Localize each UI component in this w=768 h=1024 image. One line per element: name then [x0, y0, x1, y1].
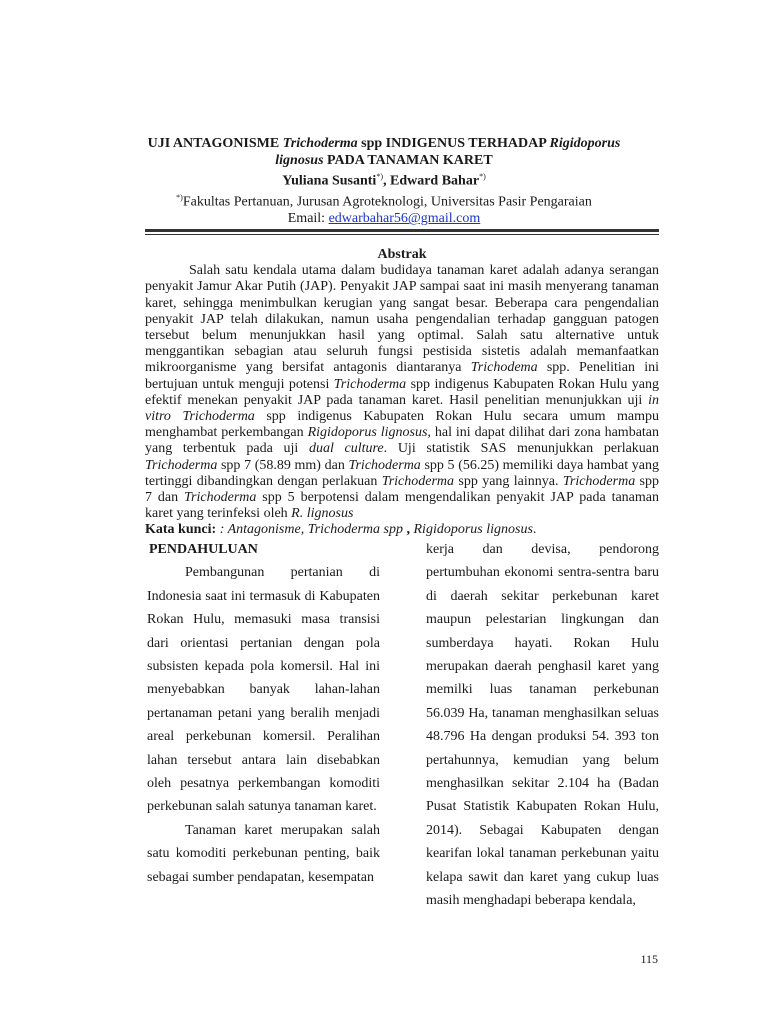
keywords-separator: ,: [406, 522, 414, 538]
paper-title: [100, 136, 668, 169]
abstract-text: spp 5 (56.25) memiliki daya hambat yang tertinggi dibandingkan dengan perlakuan: [145, 457, 659, 489]
paragraph: Pembangunan pertanian di Indonesia saat ini termasuk di Kabupaten Rokan Hulu, memasuki masa transisi dari orientasi pertanian dengan pola subsisten kepada pola komersil. Hal ini menyebabkan banyak lahan-lahan pertanaman petani yang beralih menjadi areal perkebunan komersil. Peralihan lahan tersebut antara lain disebabkan oleh pesatnya perkembangan komoditi perkebunan salah satunya tanaman karet.: [147, 565, 380, 815]
keywords-label: Kata kunci:: [145, 522, 220, 538]
paragraph: kerja dan devisa, pendorong pertumbuhan ekonomi sentra-sentra baru di daerah sekitar perkebunan karet maupun pelestarian lingkungan dan sumberdaya hayati. Rokan Hulu merupakan daerah penghasil karet yang memilki luas tanaman perkebunan 56.039 Ha, tanaman menghasilkan seluas 48.796 Ha dengan produksi 54. 393 ton pertahunnya, kemudian yang belum menghasilkan sekitar 2.104 ha (Badan Pusat Statistik Kabupaten Rokan Hulu, 2014). Sebagai Kabupaten dengan kearifan lokal tanaman perkebunan yaitu kelapa sawit dan karet yang cukup luas masih menghadapi beberapa kendala,: [426, 542, 659, 909]
title-italic: lignosus: [275, 152, 324, 168]
abstract-section: [145, 247, 659, 539]
title-italic: Rigidoporus: [549, 136, 621, 151]
keywords-text: Rigidoporus lignosus: [413, 522, 533, 538]
affiliation: [100, 190, 668, 211]
author-list: [100, 169, 668, 190]
abstract-italic: dual culture: [308, 441, 384, 457]
abstract-italic: in vitro Trichoderma: [145, 392, 659, 425]
email-link[interactable]: edwarbahar56@gmail.com: [328, 211, 481, 227]
abstract-italic: Trichoderma: [562, 473, 636, 489]
abstract-heading: Abstrak: [377, 247, 427, 262]
affiliation-mark: *): [176, 193, 183, 203]
keywords-end: .: [532, 522, 537, 538]
keywords-line: [145, 522, 659, 538]
title-text: UJI ANTAGONISME: [147, 136, 283, 151]
keywords-text: : Antagonisme, Trichoderma spp: [219, 522, 407, 538]
right-column: [426, 538, 659, 913]
author-mark: *): [376, 172, 383, 181]
paragraph: Tanaman karet merupakan salah satu komoditi perkebunan penting, baik sebagai sumber pendapatan, kesempatan: [147, 822, 380, 885]
title-italic: Trichoderma: [282, 136, 358, 151]
author-name: Edward Bahar: [389, 173, 480, 189]
abstract-text: Salah satu kendala utama dalam budidaya tanaman karet adalah adanya serangan penyakit Jamur Akar Putih (JAP). Penyakit JAP sampai saat ini masih menyerang tanaman karet, sehingga menimbulkan kerugian yang sangat besar. Beberapa cara pengendalian penyakit JAP telah dilakukan, namun usaha pengendalian terhadap gangguan patogen tersebut belum menunjukkan hasil yang optimal. Salah satu alternative untuk menggantikan sebagian atau seluruh fungsi pestisida sistetis adalah memanfaatkan mikroorganisme yang bersifat antagonis diantaranya: [145, 263, 659, 376]
left-column: [147, 538, 380, 889]
section-heading: PENDAHULUAN: [149, 542, 258, 557]
author-name: Yuliana Susanti: [282, 173, 377, 189]
header-rule-thin: [145, 234, 659, 235]
abstract-text: spp. Penelitian ini bertujuan untuk menguji potensi: [145, 360, 660, 392]
abstract-text: spp indigenus Kabupaten Rokan Hulu yang efektif menekan penyakit JAP pada tanaman karet. Hasil penelitian menunjukkan uji: [145, 376, 659, 408]
abstract-italic: R. lignosus: [291, 506, 354, 522]
abstract-italic: Trichoderma: [348, 457, 421, 473]
abstract-text: spp indigenus Kabupaten Rokan Hulu secara umum mampu menghambat perkembangan: [145, 409, 659, 441]
page-number: 115: [640, 952, 658, 966]
author-mark: *): [479, 172, 486, 181]
abstract-italic: Trichoderma: [333, 376, 407, 392]
header-rule: [145, 229, 659, 232]
abstract-text: spp 7 (58.89 mm) dan: [217, 457, 349, 473]
abstract-text: spp yang lainnya.: [454, 473, 563, 489]
abstract-italic: Trichoderma: [145, 457, 218, 473]
abstract-italic: Trichoderma: [184, 490, 257, 506]
abstract-italic: Trichoderma: [381, 473, 455, 489]
title-block: [100, 136, 668, 228]
title-text: spp INDIGENUS TERHADAP: [357, 136, 550, 151]
abstract-body: [145, 263, 659, 522]
author-separator: ,: [382, 173, 390, 189]
title-text: PADA TANAMAN KARET: [323, 152, 493, 168]
abstract-text: . Uji statistik SAS menunjukkan perlakuan: [383, 441, 660, 457]
abstract-text: spp 7 dan: [145, 473, 660, 506]
email-label: Email:: [287, 211, 329, 227]
abstract-text: , hal ini dapat dilihat dari zona hambatan yang terbentuk pada uji: [145, 425, 660, 457]
email-line: [100, 211, 668, 228]
abstract-text: spp 5 berpotensi dalam mengendalikan penyakit JAP pada tanaman karet yang terinfeksi oleh: [145, 490, 659, 522]
affiliation-text: Fakultas Pertanuan, Jurusan Agroteknologi, Universitas Pasir Pengaraian: [182, 194, 592, 210]
abstract-italic: Trichodema: [470, 360, 538, 376]
abstract-italic: Rigidoporus lignosus: [307, 425, 428, 441]
